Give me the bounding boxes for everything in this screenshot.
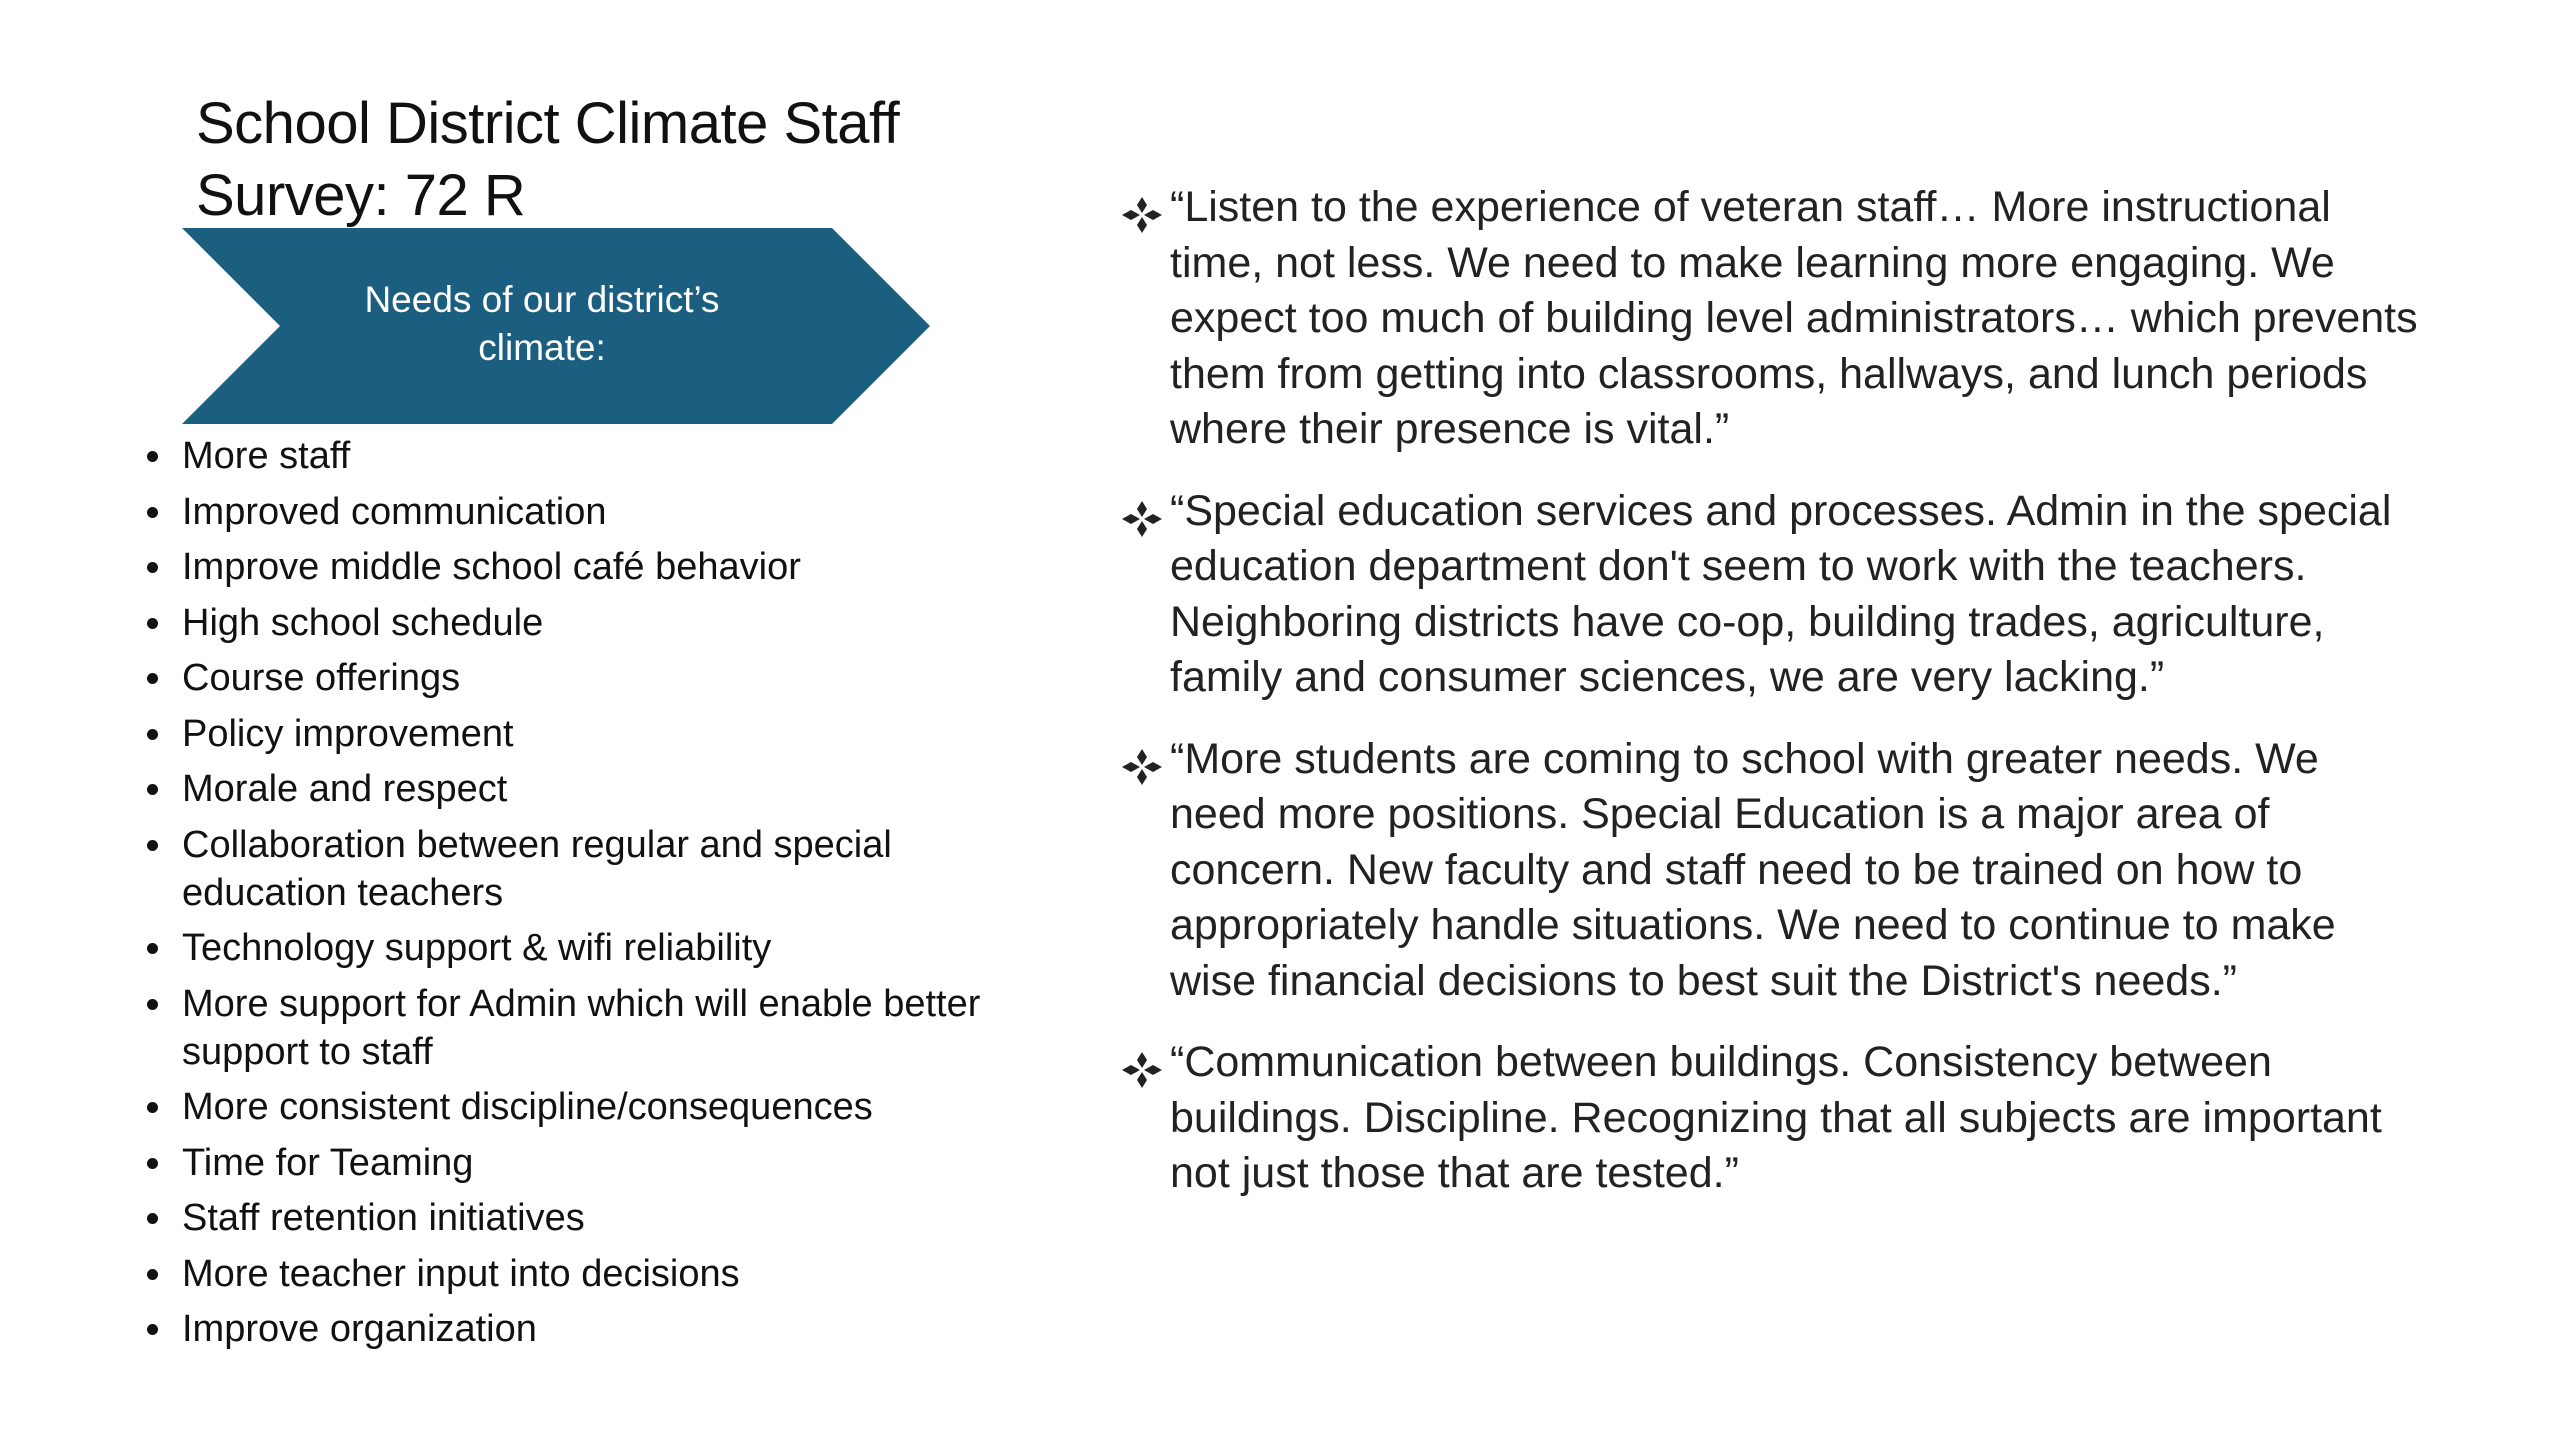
bullet-dot-icon [147, 1158, 158, 1169]
quote-text: “More students are coming to school with greater needs. We need more positions. Special Education is a major area of concern. New faculty and staff need to be trained on how to appropriately handle situations. We need to continue to make wise financial decisions to best suit the District's needs.” [1170, 734, 2336, 1005]
bullet-dot-icon [147, 729, 158, 740]
needs-list-item-text: Improved communication [182, 490, 607, 533]
quote-text: “Special education services and processes. Admin in the special education department don't seem to work with the teachers. Neighboring districts have co-op, building trades, agriculture, family and consumer sciences, we are very lacking.” [1170, 486, 2392, 701]
four-diamond-bullet-icon [1122, 744, 1162, 780]
needs-chevron [182, 228, 930, 424]
bullet-dot-icon [147, 840, 158, 851]
needs-list-item-text: More support for Admin which will enable better support to staff [182, 982, 981, 1073]
needs-list-item [144, 1250, 1004, 1298]
bullet-dot-icon [147, 1102, 158, 1113]
chevron-label: Needs of our district’s climate: [364, 279, 720, 368]
needs-list-item [144, 1139, 1004, 1187]
quote-item [1122, 484, 2422, 706]
bullet-dot-icon [147, 1213, 158, 1224]
needs-list-item [144, 710, 1004, 758]
bullet-dot-icon [147, 507, 158, 518]
needs-list-item [144, 654, 1004, 702]
slide-title [196, 88, 1056, 232]
quote-item [1122, 732, 2422, 1010]
needs-list-item-text: More teacher input into decisions [182, 1252, 740, 1295]
needs-list-item [144, 1194, 1004, 1242]
quote-text: “Listen to the experience of veteran staff… More instructional time, not less. We need to make learning more engaging. We expect too much of building level administrators… which prevents them from getting into classrooms, hallways, and lunch periods where their presence is vital.” [1170, 183, 2418, 453]
needs-list-item [144, 821, 1004, 917]
needs-list-item [144, 543, 1004, 591]
bullet-dot-icon [147, 943, 158, 954]
needs-list-item-text: Collaboration between regular and special education teachers [182, 823, 892, 914]
needs-list-item [144, 765, 1004, 813]
needs-list-item-text: Morale and respect [182, 768, 508, 810]
needs-list-item-text: High school schedule [182, 601, 544, 644]
bullet-dot-icon [147, 562, 158, 573]
needs-list [144, 432, 1004, 1361]
needs-list-item [144, 1083, 1004, 1131]
needs-list-item-text: Staff retention initiatives [182, 1197, 585, 1239]
slide-title-line-1: School District Climate Staff [196, 91, 900, 156]
needs-list-item-text: More staff [182, 435, 351, 477]
needs-list-item-text: Improve organization [182, 1308, 537, 1350]
needs-list-item-text: Improve middle school café behavior [182, 546, 801, 588]
four-diamond-bullet-icon [1122, 1047, 1162, 1083]
bullet-dot-icon [147, 999, 158, 1010]
needs-list-item [144, 924, 1004, 972]
bullet-dot-icon [147, 784, 158, 795]
bullet-dot-icon [147, 451, 158, 462]
quotes-list [1122, 180, 2422, 1228]
four-diamond-bullet-icon [1122, 496, 1162, 532]
needs-list-item [144, 1305, 1004, 1353]
quote-text: “Communication between buildings. Consistency between buildings. Discipline. Recognizing that all subjects are important not just those that are tested.” [1170, 1038, 2382, 1197]
needs-list-item [144, 488, 1004, 536]
needs-list-item-text: Technology support & wifi reliability [182, 927, 772, 969]
needs-list-item-text: More consistent discipline/consequences [182, 1086, 873, 1128]
needs-list-item [144, 599, 1004, 647]
slide-title-line-2: Survey: 72 R [196, 163, 526, 228]
needs-list-item-text: Time for Teaming [182, 1141, 474, 1184]
bullet-dot-icon [147, 1269, 158, 1280]
four-diamond-bullet-icon [1122, 192, 1162, 228]
bullet-dot-icon [147, 1324, 158, 1335]
quote-item [1122, 180, 2422, 458]
bullet-dot-icon [147, 618, 158, 629]
needs-list-item-text: Policy improvement [182, 712, 514, 755]
needs-list-item [144, 980, 1004, 1076]
bullet-dot-icon [147, 673, 158, 684]
needs-list-item [144, 432, 1004, 480]
needs-list-item-text: Course offerings [182, 657, 461, 699]
quote-item [1122, 1035, 2422, 1202]
